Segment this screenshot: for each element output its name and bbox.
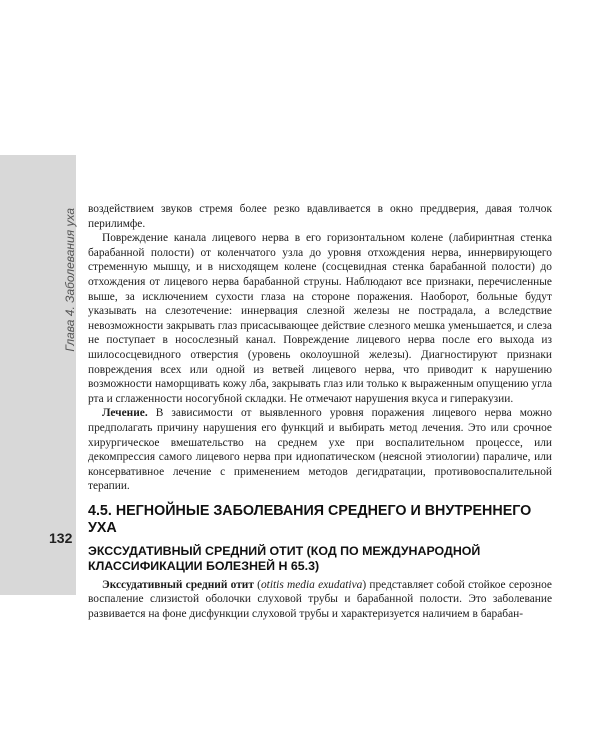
- treatment-text: В зависимости от выявленного уровня поражения лицевого нерва можно предполагать причину нарушения его функций и выбирать метод лечения. Это или срочное хирургическое вмешательство на среднем ухе при воспалительном процессе, или декомпрессия самого лицевого нерва при идиопатическом (неясной этиологии) параличе, или консервативное лечение с применением методов дегидратации, противовоспалительной терапии.: [88, 407, 552, 493]
- treatment-lead: Лечение.: [102, 407, 148, 420]
- page-body: [88, 202, 552, 622]
- otitis-lead: Экссудативный средний отит: [102, 578, 254, 591]
- paragraph-otitis: Экссудативный средний отит (otitis media exudativa) представляет собой стойкое серозное воспаление слизистой оболочки слуховой трубы и барабанной полости. Это заболевание развивается на фоне дисфункции слуховой трубы и характеризуется наличием в барабан-: [88, 578, 552, 621]
- section-heading: 4.5. НЕГНОЙНЫЕ ЗАБОЛЕВАНИЯ СРЕДНЕГО И ВНУТРЕННЕГО УХА: [88, 502, 532, 536]
- otitis-latin: otitis media exudativa: [260, 578, 363, 591]
- subsection-heading: ЭКССУДАТИВНЫЙ СРЕДНИЙ ОТИТ (КОД ПО МЕЖДУНАРОДНОЙ КЛАССИФИКАЦИИ БОЛЕЗНЕЙ Н 65.3): [88, 543, 481, 573]
- paragraph-treatment: [88, 406, 552, 494]
- page-number: 132: [49, 530, 73, 546]
- chapter-title: Глава 4. Заболевания уха: [63, 208, 77, 352]
- otitis-text: представляет собой стойкое серозное воспаление слизистой оболочки слуховой трубы и барабанной полости. Это заболевание развивается на фоне дисфункции слуховой трубы и характеризуется наличием в барабан-: [88, 578, 552, 621]
- paragraph-1: воздействием звуков стремя более резко вдавливается в окно преддверия, давая толчок перилимфе.: [88, 203, 552, 230]
- paragraph-2: Повреждение канала лицевого нерва в его горизонтальном колене (лабиринтная стенка барабанной полости) от коленчатого узла до уровня отхождения нерва, иннервирующего стременную мышцу, и в нисходящем колене (сосцевидная стенка барабанной полости) до отхождения от лицевого нерва барабанной струны. Наблюдают все признаки, перечисленные выше, за исключением сухости глаза на стороне поражения. Наоборот, больные будут указывать на слезотечение: иннервация слезной железы не пострадала, а вследствие невозможности закрывать глаз присасывающее действие слезного мешка уменьшается, и слеза не поступает в носослезный канал. Повреждение лицевого нерва после его выхода из шилососцевидного отверстия (уровень околоушной железы). Диагностируют признаки повреждения всех или одной из ветвей лицевого нерва, что приводит к нарушению возможности наморщивать кожу лба, закрывать глаз или только к выраженным опущению угла рта и сглаженности носогубной складки. Не отмечают нарушения вкуса и гиперакузии.: [88, 232, 552, 405]
